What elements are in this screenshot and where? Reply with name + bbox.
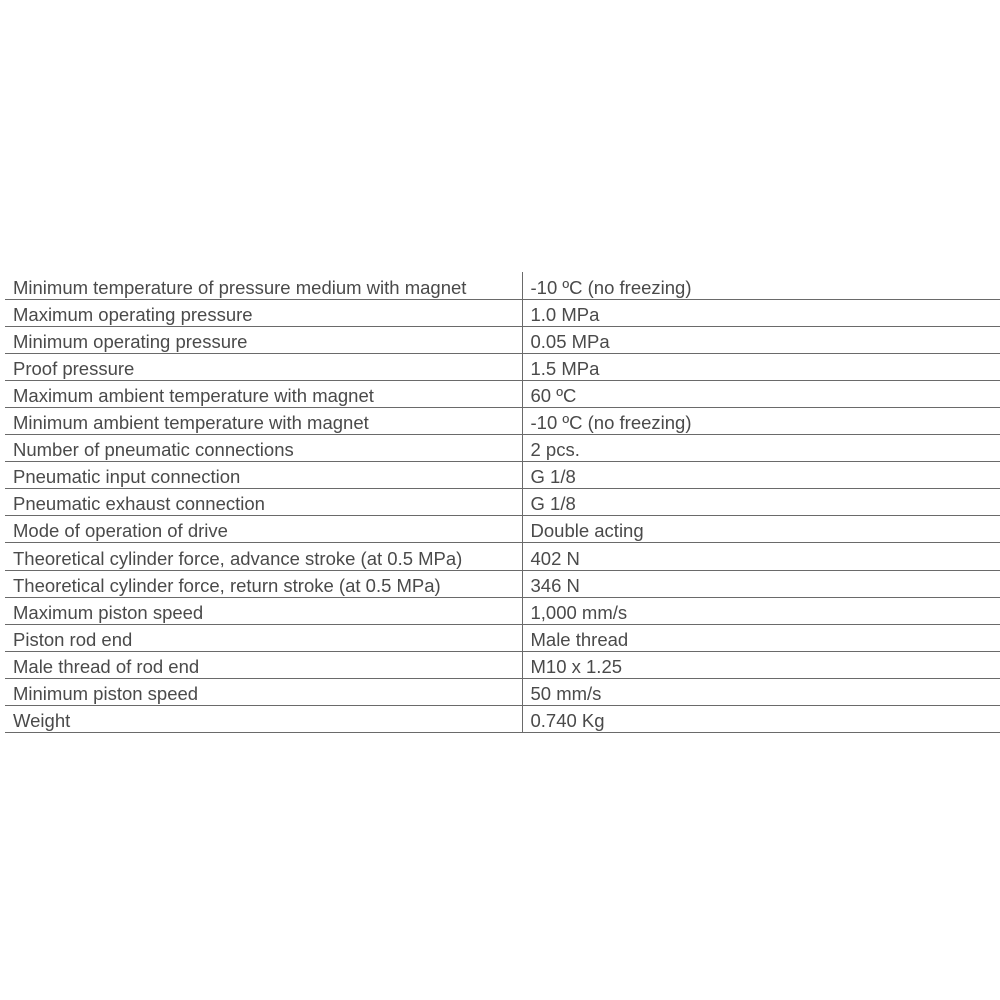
table-row — [5, 326, 1000, 353]
table-row — [5, 543, 1000, 570]
table-row — [5, 435, 1000, 462]
spec-table — [5, 272, 1000, 733]
spec-label: Proof pressure — [5, 353, 522, 380]
spec-value: G 1/8 — [522, 489, 1000, 516]
spec-label: Theoretical cylinder force, advance stroke (at 0.5 MPa) — [5, 543, 522, 570]
table-row — [5, 380, 1000, 407]
table-row — [5, 407, 1000, 434]
spec-value: 402 N — [522, 543, 1000, 570]
spec-value: M10 x 1.25 — [522, 651, 1000, 678]
spec-value: 1.0 MPa — [522, 299, 1000, 326]
table-row — [5, 678, 1000, 705]
spec-value: 1,000 mm/s — [522, 597, 1000, 624]
table-row — [5, 272, 1000, 299]
spec-label: Pneumatic input connection — [5, 462, 522, 489]
spec-value: Double acting — [522, 516, 1000, 543]
spec-label: Maximum ambient temperature with magnet — [5, 380, 522, 407]
spec-value: 2 pcs. — [522, 435, 1000, 462]
spec-value: -10 ºC (no freezing) — [522, 272, 1000, 299]
spec-label: Minimum operating pressure — [5, 326, 522, 353]
spec-label: Pneumatic exhaust connection — [5, 489, 522, 516]
table-row — [5, 570, 1000, 597]
table-row — [5, 462, 1000, 489]
table-row — [5, 516, 1000, 543]
spec-value: 0.740 Kg — [522, 706, 1000, 733]
spec-label: Minimum piston speed — [5, 678, 522, 705]
spec-label: Minimum temperature of pressure medium with magnet — [5, 272, 522, 299]
spec-label: Weight — [5, 706, 522, 733]
spec-label: Maximum operating pressure — [5, 299, 522, 326]
spec-value: -10 ºC (no freezing) — [522, 407, 1000, 434]
table-row — [5, 597, 1000, 624]
table-row — [5, 651, 1000, 678]
table-row — [5, 489, 1000, 516]
spec-label: Piston rod end — [5, 624, 522, 651]
spec-value: 50 mm/s — [522, 678, 1000, 705]
spec-label: Minimum ambient temperature with magnet — [5, 407, 522, 434]
spec-value: G 1/8 — [522, 462, 1000, 489]
spec-label: Male thread of rod end — [5, 651, 522, 678]
spec-value: 0.05 MPa — [522, 326, 1000, 353]
table-row — [5, 299, 1000, 326]
spec-label: Number of pneumatic connections — [5, 435, 522, 462]
table-row — [5, 706, 1000, 733]
spec-label: Mode of operation of drive — [5, 516, 522, 543]
spec-value: Male thread — [522, 624, 1000, 651]
spec-label: Theoretical cylinder force, return stroke (at 0.5 MPa) — [5, 570, 522, 597]
table-row — [5, 624, 1000, 651]
spec-label: Maximum piston speed — [5, 597, 522, 624]
table-row — [5, 353, 1000, 380]
spec-value: 346 N — [522, 570, 1000, 597]
spec-value: 60 ºC — [522, 380, 1000, 407]
spec-value: 1.5 MPa — [522, 353, 1000, 380]
